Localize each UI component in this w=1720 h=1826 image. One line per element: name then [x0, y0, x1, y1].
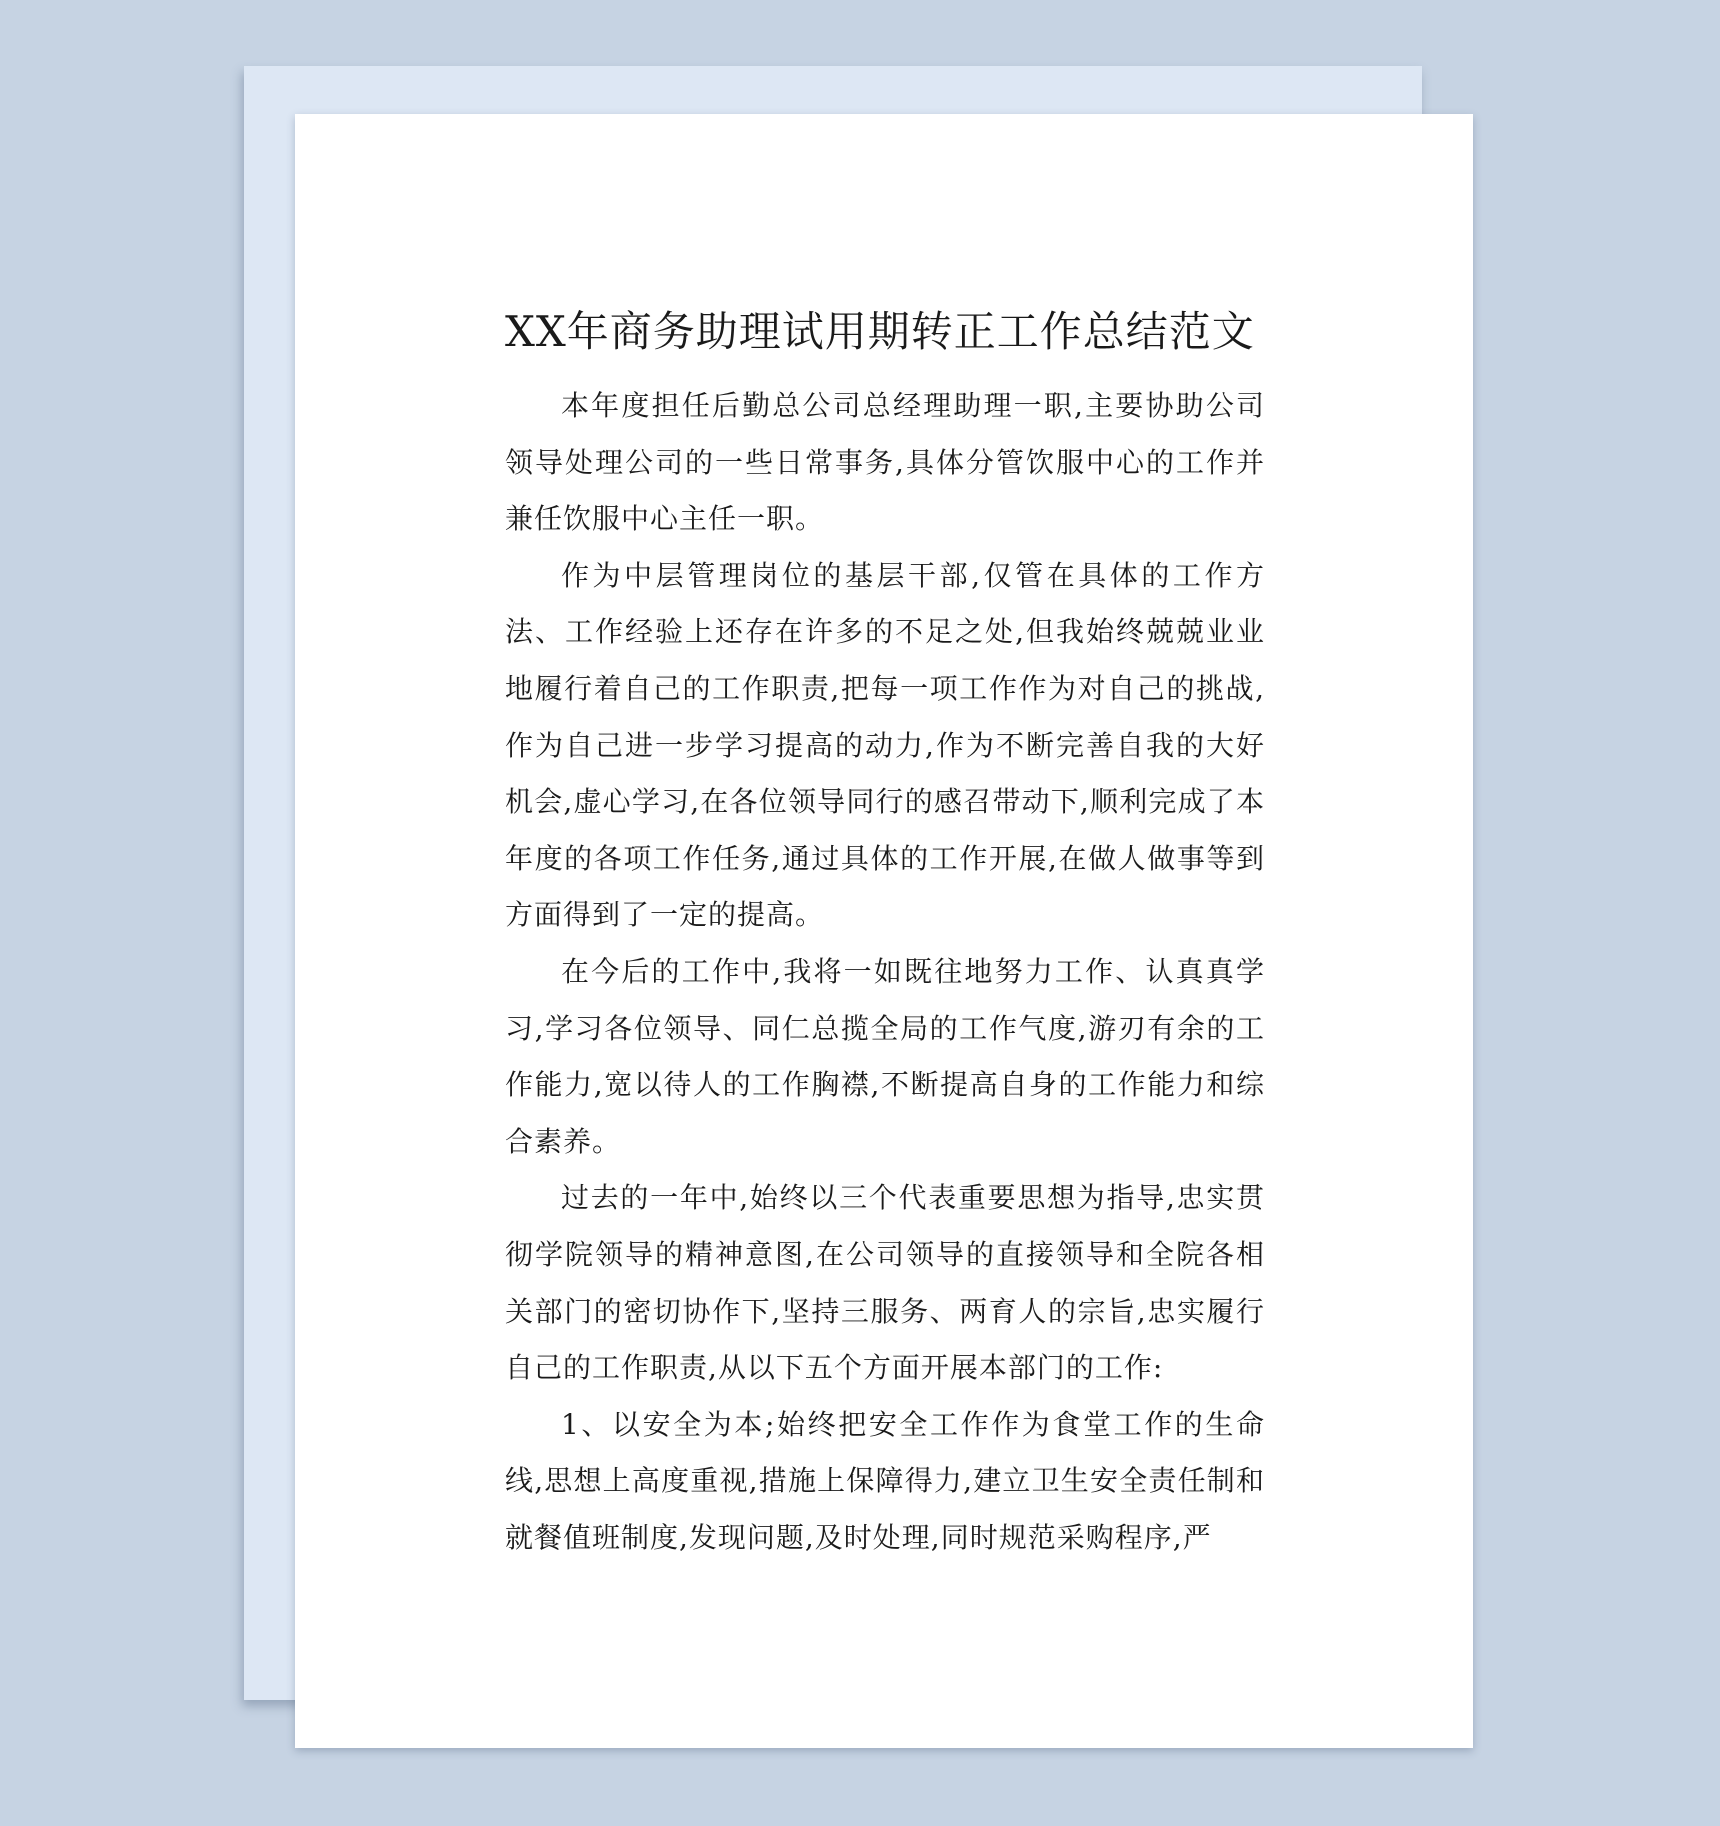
document-title: XX年商务助理试用期转正工作总结范文 — [505, 307, 1255, 356]
paragraph-2: 作为中层管理岗位的基层干部,仅管在具体的工作方法、工作经验上还存在许多的不足之处,但我始终兢兢业业地履行着自己的工作职责,把每一项工作作为对自己的挑战,作为自己进一步学习提高的动力,作为不断完善自我的大好机会,虚心学习,在各位领导同行的感召带动下,顺利完成了本年度的各项工作任务,通过具体的工作开展,在做人做事等到方面得到了一定的提高。 — [505, 558, 1265, 932]
document-content — [505, 300, 1265, 1566]
paragraph-4: 过去的一年中,始终以三个代表重要思想为指导,忠实贯彻学院领导的精神意图,在公司领导的直接领导和全院各相关部门的密切协作下,坚持三服务、两育人的宗旨,忠实履行自己的工作职责,从以下五个方面开展本部门的工作: — [505, 1181, 1265, 1385]
paragraph-5: 1、以安全为本;始终把安全工作作为食堂工作的生命线,思想上高度重视,措施上保障得力,建立卫生安全责任制和就餐值班制度,发现问题,及时处理,同时规范采购程序,严 — [505, 1407, 1265, 1554]
paragraph-1: 本年度担任后勤总公司总经理助理一职,主要协助公司领导处理公司的一些日常事务,具体分管饮服中心的工作并兼任饮服中心主任一职。 — [505, 389, 1265, 536]
paragraph-3: 在今后的工作中,我将一如既往地努力工作、认真真学习,学习各位领导、同仁总揽全局的工作气度,游刃有余的工作能力,宽以待人的工作胸襟,不断提高自身的工作能力和综合素养。 — [505, 954, 1265, 1158]
